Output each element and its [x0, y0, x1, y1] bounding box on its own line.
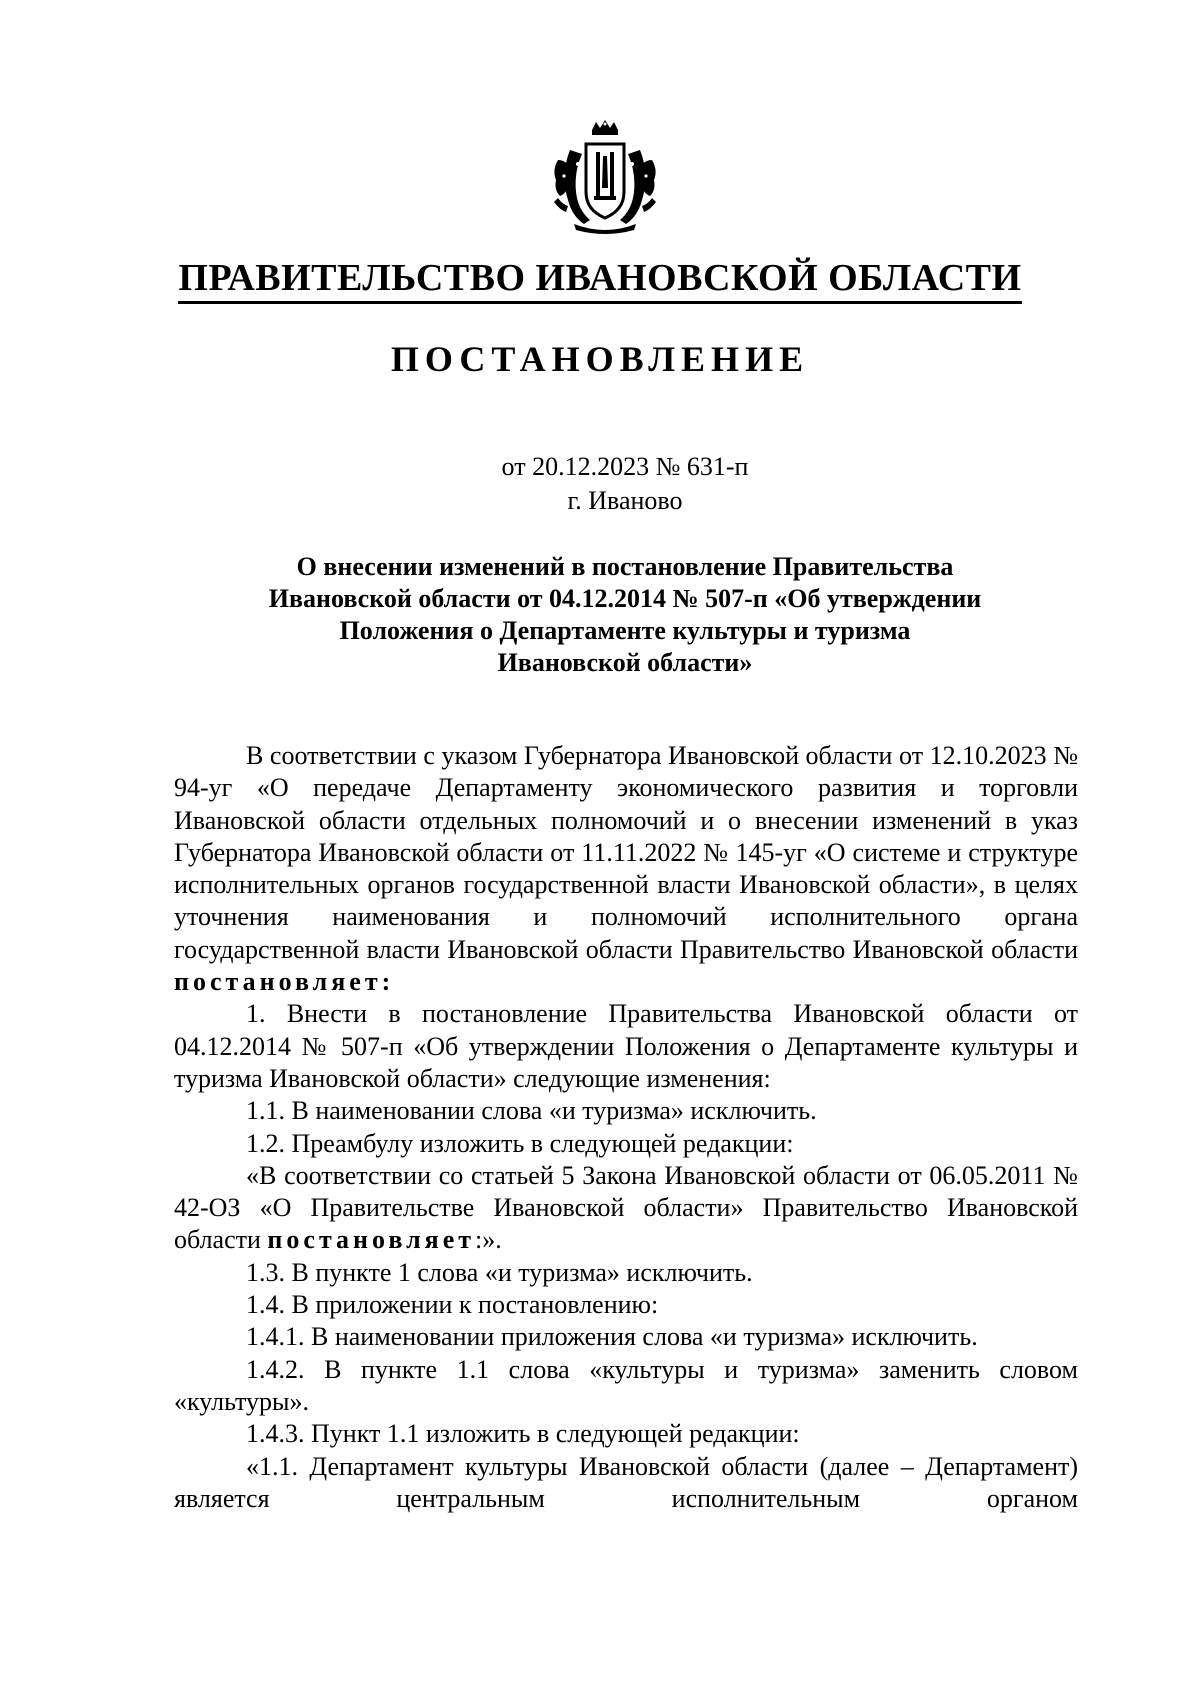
quote-tail: :».: [475, 1225, 502, 1255]
paragraph-1-4-1: 1.4.1. В наименовании приложения слова «и туризма» исключить.: [246, 1322, 978, 1352]
paragraph-1-1: 1.1. В наименовании слова «и туризма» исключить.: [246, 1096, 817, 1126]
paragraph-1-4-2: 1.4.2. В пункте 1.1 слова «культуры и туризма» заменить словом «культуры».: [174, 1354, 1078, 1416]
quote-decree-word: постановляет: [267, 1225, 476, 1255]
paragraph-1-4: 1.4. В приложении к постановлению:: [246, 1290, 659, 1320]
government-name: [0, 258, 1200, 300]
document-type: ПОСТАНОВЛЕНИЕ: [390, 339, 810, 379]
document-heading: [170, 551, 1080, 679]
decree-word: постановляет:: [174, 967, 395, 997]
paragraph-1-4-3: 1.4.3. Пункт 1.1 изложить в следующей редакции:: [246, 1419, 800, 1449]
decree-word-paragraph: [174, 966, 1078, 998]
paragraph-1-2: 1.2. Преамбулу изложить в следующей редакции:: [246, 1128, 794, 1158]
paragraph-1-4-3-quote: «1.1. Департамент культуры Ивановской области (далее – Департамент) является центральным исполнительным органом: [174, 1451, 1078, 1513]
document-body: [174, 740, 1078, 1515]
coat-of-arms-icon: [550, 120, 660, 235]
paragraph-1-3: 1.3. В пункте 1 слова «и туризма» исключить.: [246, 1257, 753, 1287]
preamble-paragraph: В соответствии с указом Губернатора Ивановской области от 12.10.2023 № 94-уг «О передаче Департаменту экономического развития и торговли Ивановской области отдельных полномочий и о внесении изменений в указ Губернатора Ивановской области от 11.11.2022 № 145-уг «О системе и структуре исполнительных органов государственной власти Ивановской области», в целях уточнения наименования и полномочий исполнительного органа государственной власти Ивановской области Правительство Ивановской области: [174, 741, 1078, 964]
heading-line: О внесении изменений в постановление Правительства: [296, 552, 954, 581]
document-meta: [0, 450, 1200, 518]
quote-text: «В соответствии со статьей 5 Закона Ивановской области от 06.05.2011 № 42-ОЗ «О Правительстве Ивановской области» Правительство Ивановской области: [174, 1160, 1078, 1255]
date-number: от 20.12.2023 № 631-п: [501, 452, 749, 481]
heading-line: Ивановской области»: [497, 648, 753, 677]
heading-line: Ивановской области от 04.12.2014 № 507-п «Об утверждении: [268, 584, 982, 613]
paragraph-1: 1. Внести в постановление Правительства Ивановской области от 04.12.2014 № 507-п «Об утверждении Положения о Департаменте культуры и туризма Ивановской области» следующие изменения:: [174, 999, 1078, 1093]
city: г. Иваново: [567, 486, 683, 515]
paragraph-1-2-quote: [174, 1160, 1078, 1257]
heading-line: Положения о Департаменте культуры и туризма: [339, 616, 911, 645]
government-name-text: ПРАВИТЕЛЬСТВО ИВАНОВСКОЙ ОБЛАСТИ: [178, 257, 1021, 304]
